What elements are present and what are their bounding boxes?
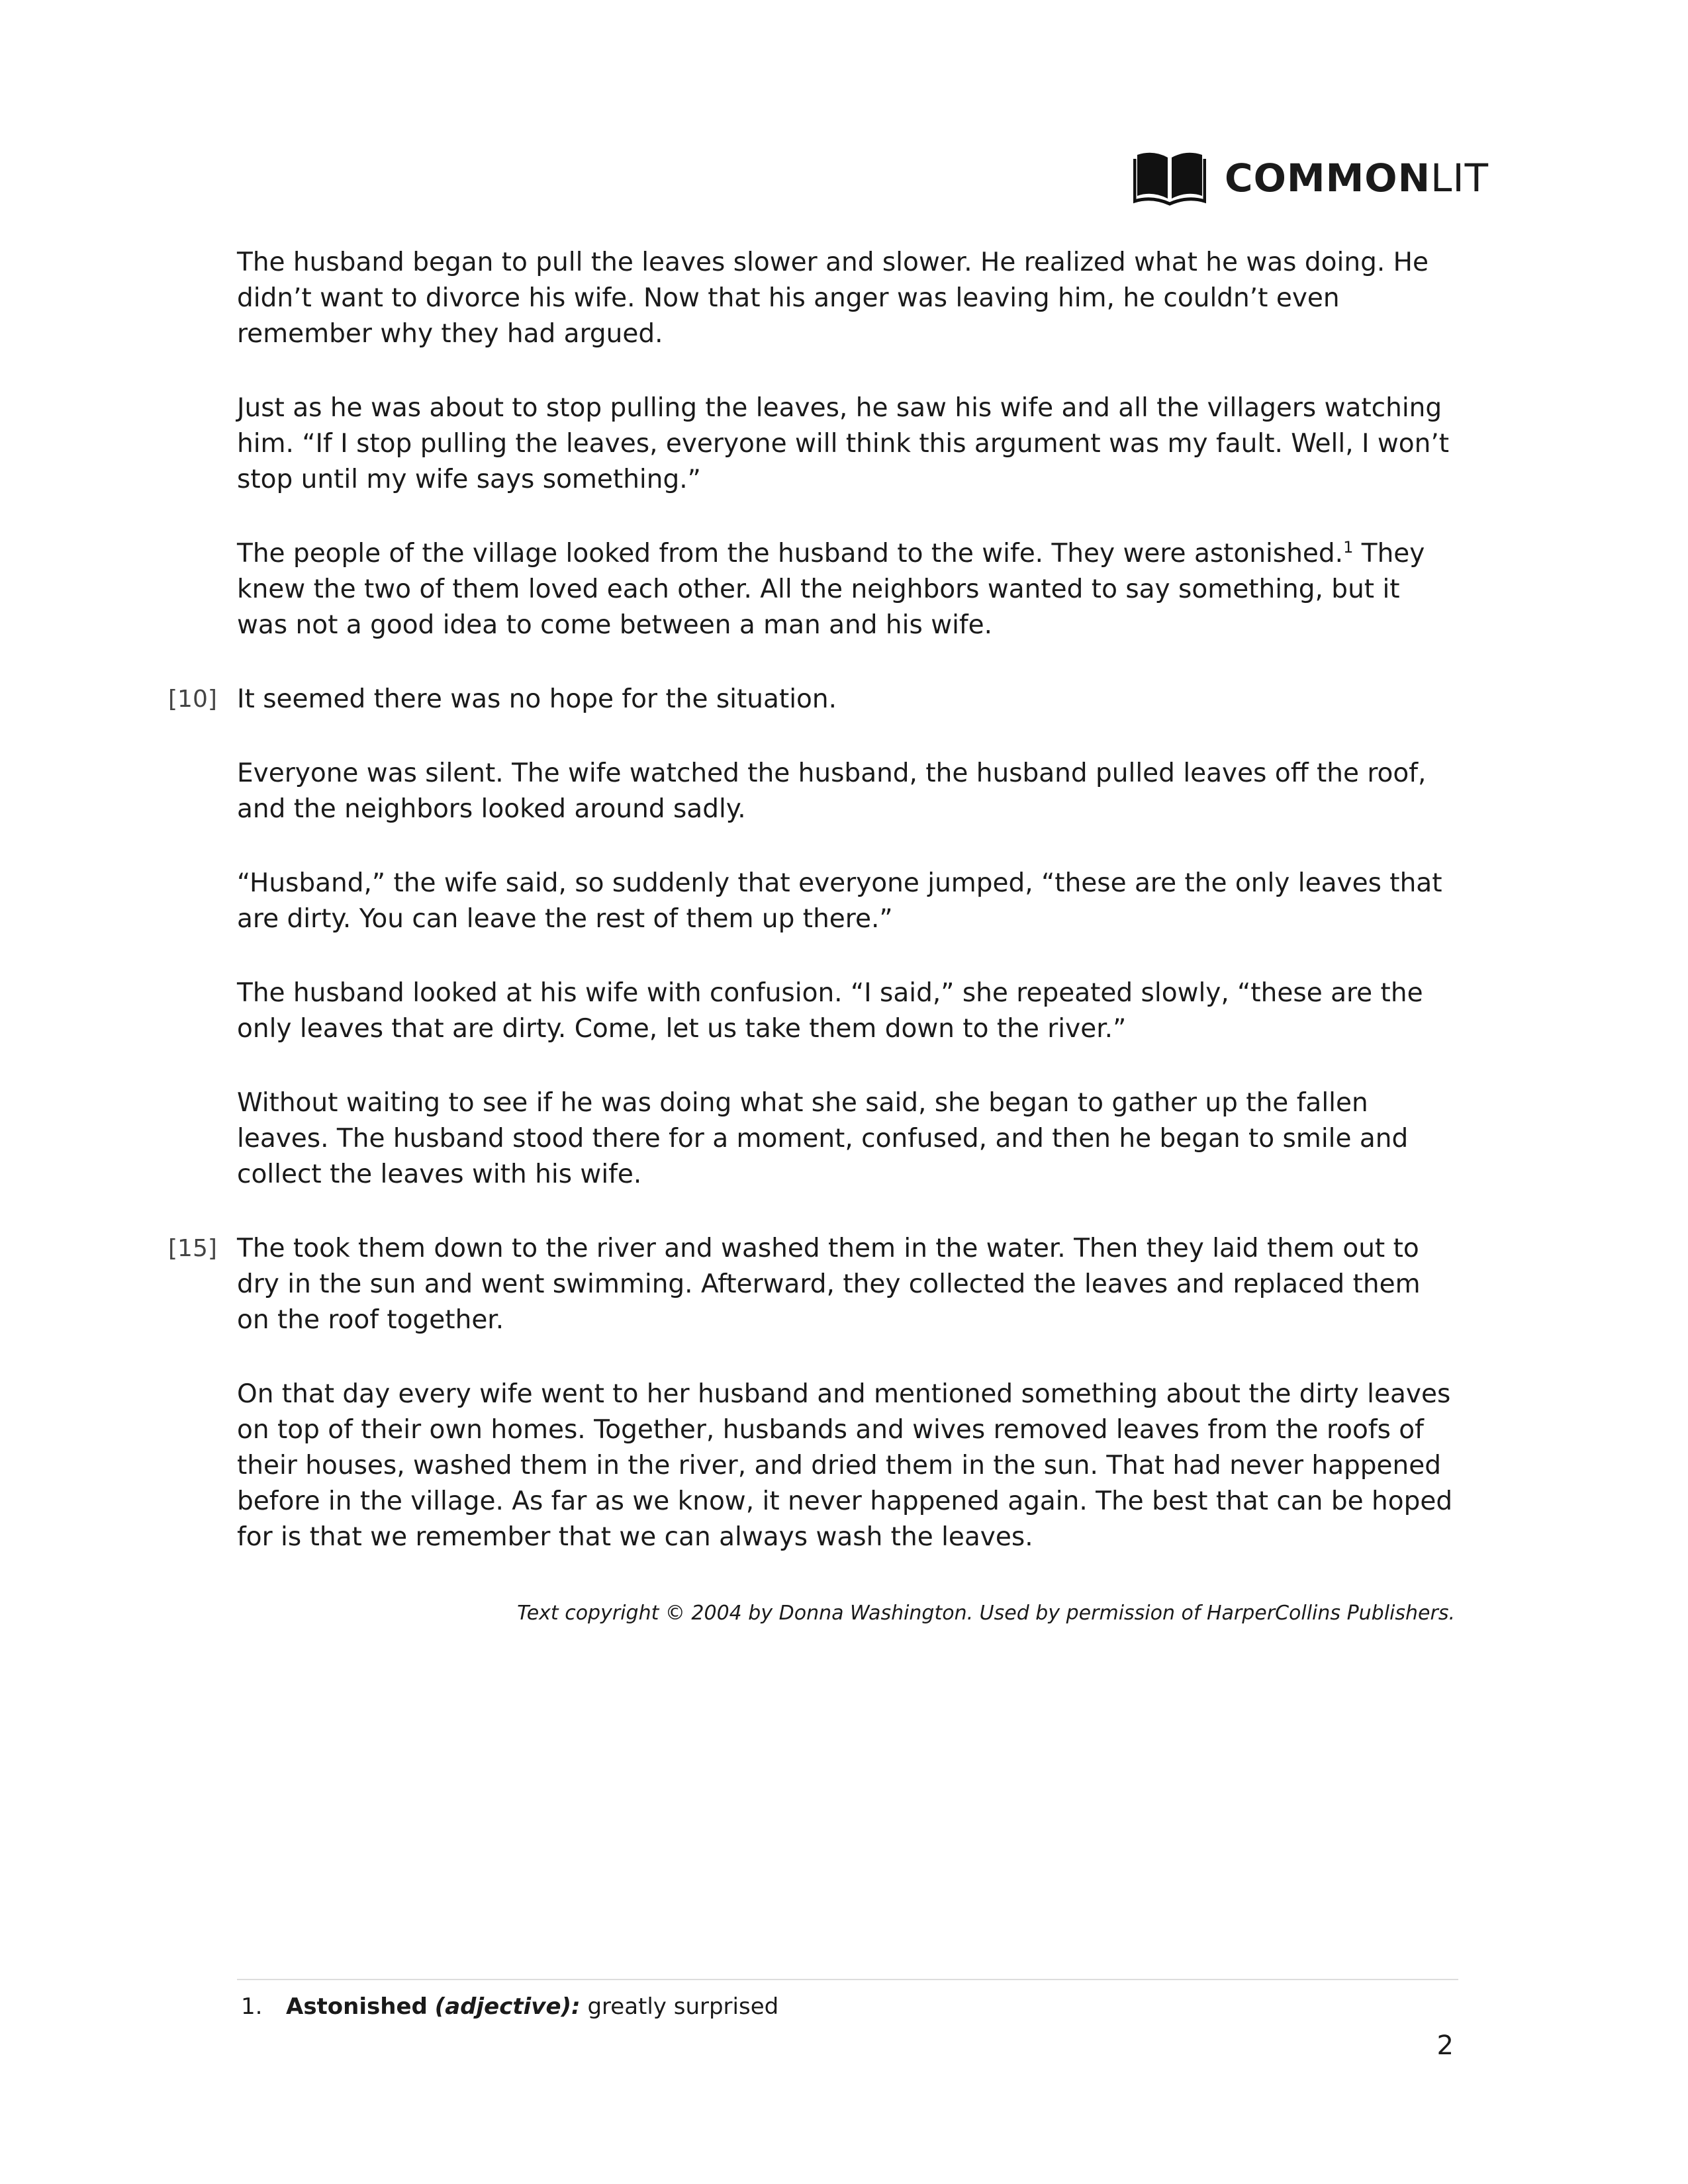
logo-wordmark bbox=[1225, 156, 1489, 201]
paragraph bbox=[168, 1231, 1458, 1338]
paragraph bbox=[237, 976, 1458, 1047]
paragraph bbox=[237, 1377, 1458, 1555]
paragraph-text: The husband looked at his wife with confusion. “I said,” she repeated slowly, “these are the only leaves that are dirty. Come, let us take them down to the river.” bbox=[237, 978, 1423, 1044]
paragraph bbox=[237, 866, 1458, 937]
commonlit-logo bbox=[1133, 148, 1489, 208]
paragraph bbox=[237, 536, 1458, 643]
footnote-divider bbox=[237, 1979, 1458, 1980]
copyright-notice: Text copyright © 2004 by Donna Washington. Used by permission of HarperCollins Publishers. bbox=[517, 1602, 1455, 1625]
footnote-term: Astonished bbox=[286, 1993, 428, 2020]
paragraph-text: Just as he was about to stop pulling the leaves, he saw his wife and all the villagers watching him. “If I stop pulling the leaves, everyone will think this argument was my fault. Well, I won’t stop until my wife says something.” bbox=[237, 393, 1450, 494]
footnote bbox=[241, 1993, 778, 2020]
open-book-icon bbox=[1133, 150, 1206, 206]
paragraph bbox=[168, 682, 1458, 717]
paragraph-text: Everyone was silent. The wife watched the husband, the husband pulled leaves off the roof, and the neighbors looked around sadly. bbox=[237, 758, 1427, 824]
paragraph-text: It seemed there was no hope for the situation. bbox=[237, 684, 837, 714]
passage-body bbox=[168, 245, 1458, 1594]
paragraph-text-continued: They knew the two of them loved each other. All the neighbors wanted to say something, but it was not a good idea to come between a man and his wife. bbox=[237, 539, 1425, 640]
paragraph-text: The husband began to pull the leaves slower and slower. He realized what he was doing. He didn’t want to divorce his wife. Now that his anger was leaving him, he couldn’t even remember why they had argued. bbox=[237, 248, 1429, 349]
footnote-number: 1. bbox=[241, 1993, 263, 2020]
footnote-reference[interactable]: 1 bbox=[1343, 538, 1354, 557]
paragraph-number: [10] bbox=[168, 686, 217, 713]
logo-word-common: COMMON bbox=[1225, 156, 1431, 201]
paragraph-number: [15] bbox=[168, 1235, 217, 1262]
paragraph-text: The people of the village looked from the husband to the wife. They were astonished. bbox=[237, 539, 1344, 569]
paragraph-text: “Husband,” the wife said, so suddenly that everyone jumped, “these are the only leaves that are dirty. You can leave the rest of them up there.” bbox=[237, 868, 1442, 934]
paragraph-text: Without waiting to see if he was doing what she said, she began to gather up the fallen leaves. The husband stood there for a moment, confused, and then he began to smile and collect the leaves with his wife. bbox=[237, 1088, 1409, 1189]
footnote-definition: greatly surprised bbox=[580, 1993, 779, 2020]
paragraph bbox=[237, 245, 1458, 352]
paragraph bbox=[237, 390, 1458, 498]
page-number: 2 bbox=[1436, 2030, 1454, 2061]
footnote-part-of-speech: (adjective): bbox=[434, 1993, 581, 2020]
paragraph bbox=[237, 756, 1458, 827]
paragraph-text: On that day every wife went to her husband and mentioned something about the dirty leaves on top of their own homes. Together, husbands and wives removed leaves from the roofs of their houses, washed them in the river, and dried them in the sun. That had never happened before in the village. As far as we know, it never happened again. The best that can be hoped for is that we remember that we can always wash the leaves. bbox=[237, 1379, 1453, 1552]
paragraph-text: The took them down to the river and washed them in the water. Then they laid them out to dry in the sun and went swimming. Afterward, they collected the leaves and replaced them on the roof together. bbox=[237, 1234, 1421, 1335]
logo-word-lit: LIT bbox=[1430, 156, 1489, 201]
paragraph bbox=[237, 1085, 1458, 1193]
